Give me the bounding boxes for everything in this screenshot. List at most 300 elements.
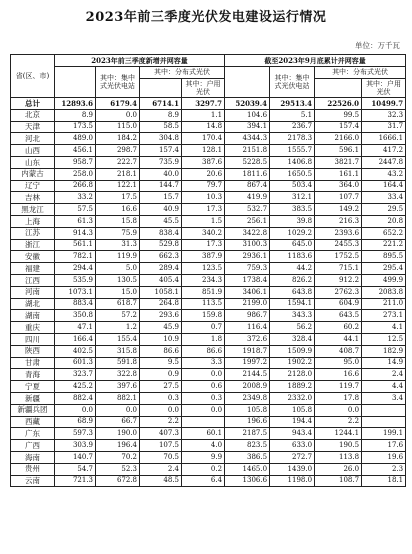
province-cell: 甘肃 — [11, 357, 55, 369]
value-cell: 157.4 — [315, 121, 362, 133]
province-cell: 宁夏 — [11, 381, 55, 393]
value-cell: 823.5 — [225, 440, 270, 452]
value-cell: 882.1 — [96, 392, 140, 404]
value-cell: 596.1 — [315, 145, 362, 157]
value-cell: 236.7 — [270, 121, 315, 133]
value-cell: 343.3 — [270, 310, 315, 322]
table-row — [11, 192, 406, 204]
value-cell: 57.2 — [96, 310, 140, 322]
cum-total-header — [225, 67, 270, 98]
value-cell: 32.3 — [362, 109, 406, 121]
value-cell: 1509.9 — [270, 345, 315, 357]
value-cell: 70.2 — [96, 451, 140, 463]
value-cell: 107.7 — [315, 192, 362, 204]
table-row — [11, 392, 406, 404]
value-cell: 8.9 — [55, 109, 96, 121]
value-cell: 2187.5 — [225, 428, 270, 440]
value-cell: 2762.3 — [315, 286, 362, 298]
value-cell: 196.6 — [225, 416, 270, 428]
value-cell: 45.5 — [140, 215, 182, 227]
value-cell: 503.4 — [270, 180, 315, 192]
province-cell: 江苏 — [11, 227, 55, 239]
value-cell: 95.0 — [315, 357, 362, 369]
value-cell: 1.1 — [182, 109, 225, 121]
value-cell: 272.7 — [270, 451, 315, 463]
value-cell: 4344.3 — [225, 133, 270, 145]
value-cell: 914.3 — [55, 227, 96, 239]
value-cell: 662.3 — [140, 251, 182, 263]
value-cell: 17.8 — [315, 392, 362, 404]
value-cell: 10.9 — [140, 333, 182, 345]
province-cell: 河北 — [11, 133, 55, 145]
province-cell: 天津 — [11, 121, 55, 133]
value-cell: 499.9 — [362, 274, 406, 286]
value-cell: 58.5 — [140, 121, 182, 133]
value-cell: 5.1 — [270, 109, 315, 121]
value-cell: 2199.0 — [225, 298, 270, 310]
value-cell: 66.7 — [96, 416, 140, 428]
value-cell: 323.7 — [55, 369, 96, 381]
value-cell: 1997.2 — [225, 357, 270, 369]
table-row — [11, 251, 406, 263]
value-cell: 2144.5 — [225, 369, 270, 381]
value-cell: 17.3 — [182, 239, 225, 251]
value-cell: 20.6 — [182, 168, 225, 180]
value-cell: 1406.8 — [270, 156, 315, 168]
value-cell: 405.4 — [140, 274, 182, 286]
cum-distributed-total-header — [315, 79, 362, 98]
value-cell: 943.4 — [270, 428, 315, 440]
page-title: 2023年前三季度光伏发电建设运行情况 — [85, 10, 327, 25]
value-cell: 105.8 — [270, 404, 315, 416]
value-cell: 604.9 — [315, 298, 362, 310]
value-cell: 196.4 — [96, 440, 140, 452]
value-cell: 149.2 — [315, 204, 362, 216]
value-cell: 29.5 — [362, 204, 406, 216]
value-cell: 633.0 — [270, 440, 315, 452]
value-cell: 9.5 — [140, 357, 182, 369]
value-cell: 75.9 — [96, 227, 140, 239]
value-cell: 3821.7 — [315, 156, 362, 168]
value-cell: 652.2 — [362, 227, 406, 239]
province-cell: 青海 — [11, 369, 55, 381]
value-cell: 2.2 — [315, 416, 362, 428]
table-row — [11, 451, 406, 463]
value-cell: 22526.0 — [315, 98, 362, 110]
value-cell: 161.1 — [315, 168, 362, 180]
value-cell: 273.1 — [362, 310, 406, 322]
value-cell: 0.6 — [182, 381, 225, 393]
value-cell: 456.1 — [55, 145, 96, 157]
value-cell: 12893.6 — [55, 98, 96, 110]
table-row — [11, 345, 406, 357]
value-cell: 838.4 — [140, 227, 182, 239]
table-row — [11, 168, 406, 180]
value-cell: 312.1 — [270, 192, 315, 204]
value-cell: 895.5 — [362, 251, 406, 263]
value-cell — [362, 416, 406, 428]
table-row — [11, 440, 406, 452]
value-cell: 16.6 — [96, 204, 140, 216]
value-cell: 1.5 — [182, 215, 225, 227]
value-cell: 529.8 — [140, 239, 182, 251]
table-row — [11, 381, 406, 393]
province-cell: 浙江 — [11, 239, 55, 251]
province-cell: 重庆 — [11, 322, 55, 334]
cum-distributed-header: 其中：分布式光伏 — [315, 67, 406, 79]
value-cell: 0.0 — [96, 404, 140, 416]
value-cell: 2455.3 — [315, 239, 362, 251]
value-cell: 1.8 — [182, 333, 225, 345]
value-cell: 0.0 — [96, 109, 140, 121]
value-cell: 173.5 — [55, 121, 96, 133]
value-cell: 164.4 — [362, 180, 406, 192]
value-cell: 2.2 — [140, 416, 182, 428]
value-cell: 16.6 — [315, 369, 362, 381]
value-cell: 986.7 — [225, 310, 270, 322]
value-cell: 340.2 — [182, 227, 225, 239]
value-cell: 643.5 — [315, 310, 362, 322]
value-cell: 1244.1 — [315, 428, 362, 440]
cum-household-header: 其中：户用光伏 — [362, 79, 406, 98]
value-cell: 47.1 — [55, 322, 96, 334]
value-cell: 39.8 — [270, 215, 315, 227]
value-cell: 40.0 — [140, 168, 182, 180]
value-cell: 48.5 — [140, 475, 182, 487]
value-cell: 2166.0 — [315, 133, 362, 145]
province-cell: 广西 — [11, 440, 55, 452]
value-cell: 383.5 — [270, 204, 315, 216]
value-cell: 1666.1 — [362, 133, 406, 145]
value-cell: 759.3 — [225, 263, 270, 275]
value-cell: 304.8 — [140, 133, 182, 145]
value-cell: 56.2 — [270, 322, 315, 334]
value-cell: 60.2 — [315, 322, 362, 334]
province-cell: 云南 — [11, 475, 55, 487]
value-cell: 234.3 — [182, 274, 225, 286]
province-cell: 湖南 — [11, 310, 55, 322]
value-cell: 115.0 — [96, 121, 140, 133]
value-cell: 170.4 — [182, 133, 225, 145]
value-cell: 402.5 — [55, 345, 96, 357]
table-row — [11, 463, 406, 475]
value-cell: 6179.4 — [96, 98, 140, 110]
value-cell: 561.1 — [55, 239, 96, 251]
value-cell: 591.8 — [96, 357, 140, 369]
value-cell: 5228.5 — [225, 156, 270, 168]
province-cell: 广东 — [11, 428, 55, 440]
value-cell: 157.4 — [140, 145, 182, 157]
value-cell: 1073.1 — [55, 286, 96, 298]
value-cell: 123.5 — [182, 263, 225, 275]
value-cell: 61.3 — [55, 215, 96, 227]
table-row — [11, 227, 406, 239]
value-cell: 851.9 — [182, 286, 225, 298]
province-cell: 陕西 — [11, 345, 55, 357]
value-cell: 417.2 — [362, 145, 406, 157]
value-cell: 0.3 — [182, 392, 225, 404]
value-cell: 190.5 — [315, 440, 362, 452]
province-cell: 湖北 — [11, 298, 55, 310]
table-row — [11, 322, 406, 334]
table-row — [11, 204, 406, 216]
value-cell: 113.8 — [315, 451, 362, 463]
table-row — [11, 357, 406, 369]
value-cell: 0.0 — [182, 404, 225, 416]
value-cell: 45.9 — [140, 322, 182, 334]
value-cell: 2332.0 — [270, 392, 315, 404]
value-cell: 18.1 — [362, 475, 406, 487]
cumulative-capacity-group-header: 截至2023年9月底累计并网容量 — [225, 55, 406, 67]
table-row — [11, 263, 406, 275]
value-cell: 2349.8 — [225, 392, 270, 404]
value-cell: 2.4 — [362, 369, 406, 381]
value-cell: 328.4 — [270, 333, 315, 345]
value-cell: 645.0 — [270, 239, 315, 251]
value-cell: 387.6 — [182, 156, 225, 168]
value-cell: 2.4 — [140, 463, 182, 475]
value-cell: 155.4 — [96, 333, 140, 345]
value-cell: 14.9 — [362, 357, 406, 369]
value-cell: 298.7 — [96, 145, 140, 157]
value-cell: 2447.8 — [362, 156, 406, 168]
value-cell: 15.8 — [96, 215, 140, 227]
value-cell: 1918.7 — [225, 345, 270, 357]
value-cell: 17.6 — [362, 440, 406, 452]
province-cell: 山西 — [11, 145, 55, 157]
value-cell: 407.3 — [140, 428, 182, 440]
table-row — [11, 416, 406, 428]
value-cell: 408.7 — [315, 345, 362, 357]
value-cell: 397.6 — [96, 381, 140, 393]
value-cell: 386.5 — [225, 451, 270, 463]
table-row — [11, 428, 406, 440]
value-cell: 44.1 — [315, 333, 362, 345]
value-cell: 2083.8 — [362, 286, 406, 298]
value-cell: 17.5 — [96, 192, 140, 204]
value-cell: 1465.0 — [225, 463, 270, 475]
new-distributed-total-header — [140, 79, 182, 98]
new-distributed-header: 其中：分布式光伏 — [140, 67, 225, 79]
new-household-header: 其中：户用光伏 — [182, 79, 225, 98]
value-cell: 2008.9 — [225, 381, 270, 393]
value-cell: 27.5 — [140, 381, 182, 393]
value-cell: 1198.0 — [270, 475, 315, 487]
province-cell: 总计 — [11, 98, 55, 110]
value-cell: 3422.8 — [225, 227, 270, 239]
value-cell: 2151.8 — [225, 145, 270, 157]
value-cell: 0.3 — [140, 392, 182, 404]
value-cell: 33.2 — [55, 192, 96, 204]
province-cell: 黑龙江 — [11, 204, 55, 216]
value-cell: 17.3 — [182, 204, 225, 216]
value-cell: 119.9 — [96, 251, 140, 263]
value-cell: 57.5 — [55, 204, 96, 216]
value-cell: 14.8 — [182, 121, 225, 133]
value-cell: 1306.6 — [225, 475, 270, 487]
province-cell: 新疆兵团 — [11, 404, 55, 416]
value-cell — [182, 416, 225, 428]
value-cell: 264.8 — [140, 298, 182, 310]
value-cell: 826.2 — [270, 274, 315, 286]
value-cell: 40.9 — [140, 204, 182, 216]
province-cell: 贵州 — [11, 463, 55, 475]
table-row — [11, 404, 406, 416]
table-row — [11, 156, 406, 168]
province-cell: 河南 — [11, 286, 55, 298]
value-cell: 1650.5 — [270, 168, 315, 180]
value-cell: 2.3 — [362, 463, 406, 475]
value-cell: 4.4 — [362, 381, 406, 393]
value-cell: 782.1 — [55, 251, 96, 263]
value-cell: 322.8 — [96, 369, 140, 381]
value-cell: 159.8 — [182, 310, 225, 322]
province-cell: 辽宁 — [11, 180, 55, 192]
value-cell: 44.2 — [270, 263, 315, 275]
value-cell: 1752.5 — [315, 251, 362, 263]
value-cell: 194.4 — [270, 416, 315, 428]
table-row — [11, 145, 406, 157]
value-cell: 258.0 — [55, 168, 96, 180]
value-cell: 99.5 — [315, 109, 362, 121]
value-cell: 1555.7 — [270, 145, 315, 157]
value-cell: 1738.4 — [225, 274, 270, 286]
value-cell: 315.8 — [96, 345, 140, 357]
value-cell: 130.5 — [96, 274, 140, 286]
value-cell: 3297.7 — [182, 98, 225, 110]
province-cell: 山东 — [11, 156, 55, 168]
value-cell: 113.5 — [182, 298, 225, 310]
value-cell: 883.4 — [55, 298, 96, 310]
value-cell: 597.3 — [55, 428, 96, 440]
value-cell: 4.1 — [362, 322, 406, 334]
unit-label: 单位：万千瓦 — [355, 41, 400, 50]
value-cell: 0.0 — [315, 404, 362, 416]
value-cell: 0.7 — [182, 322, 225, 334]
table-row — [11, 475, 406, 487]
new-capacity-group-header: 2023年前三季度新增并网容量 — [55, 55, 225, 67]
value-cell: 60.1 — [182, 428, 225, 440]
value-cell: 303.9 — [55, 440, 96, 452]
province-cell: 北京 — [11, 109, 55, 121]
value-cell: 0.0 — [182, 369, 225, 381]
value-cell: 867.4 — [225, 180, 270, 192]
value-cell: 2128.0 — [270, 369, 315, 381]
table-row — [11, 274, 406, 286]
value-cell: 10499.7 — [362, 98, 406, 110]
value-cell: 31.7 — [362, 121, 406, 133]
value-cell: 419.9 — [225, 192, 270, 204]
value-cell: 122.1 — [96, 180, 140, 192]
value-cell: 958.7 — [55, 156, 96, 168]
value-cell: 15.7 — [140, 192, 182, 204]
value-cell: 6714.1 — [140, 98, 182, 110]
table-row — [11, 298, 406, 310]
value-cell: 119.7 — [315, 381, 362, 393]
value-cell: 1058.1 — [140, 286, 182, 298]
value-cell: 222.7 — [96, 156, 140, 168]
value-cell: 2936.1 — [225, 251, 270, 263]
value-cell: 104.6 — [225, 109, 270, 121]
province-cell: 西藏 — [11, 416, 55, 428]
value-cell: 489.0 — [55, 133, 96, 145]
table-row — [11, 121, 406, 133]
value-cell: 3406.1 — [225, 286, 270, 298]
province-cell: 海南 — [11, 451, 55, 463]
value-cell: 1439.0 — [270, 463, 315, 475]
value-cell: 394.1 — [225, 121, 270, 133]
value-cell: 4.0 — [182, 440, 225, 452]
value-cell: 2393.6 — [315, 227, 362, 239]
value-cell: 144.7 — [140, 180, 182, 192]
value-cell: 532.7 — [225, 204, 270, 216]
value-cell: 107.5 — [140, 440, 182, 452]
value-cell: 54.7 — [55, 463, 96, 475]
value-cell: 199.1 — [362, 428, 406, 440]
table-row — [11, 215, 406, 227]
value-cell: 116.4 — [225, 322, 270, 334]
value-cell: 0.9 — [140, 369, 182, 381]
value-cell: 218.1 — [96, 168, 140, 180]
value-cell: 1029.2 — [270, 227, 315, 239]
value-cell: 3.3 — [182, 357, 225, 369]
value-cell: 216.3 — [315, 215, 362, 227]
value-cell: 912.2 — [315, 274, 362, 286]
value-cell: 12.5 — [362, 333, 406, 345]
new-total-header — [55, 67, 96, 98]
value-cell: 108.7 — [315, 475, 362, 487]
value-cell: 5.0 — [96, 263, 140, 275]
value-cell: 128.1 — [182, 145, 225, 157]
value-cell: 295.4 — [362, 263, 406, 275]
value-cell: 33.4 — [362, 192, 406, 204]
value-cell: 79.7 — [182, 180, 225, 192]
value-cell: 184.2 — [96, 133, 140, 145]
value-cell: 735.9 — [140, 156, 182, 168]
value-cell: 15.0 — [96, 286, 140, 298]
value-cell: 715.1 — [315, 263, 362, 275]
value-cell: 105.8 — [225, 404, 270, 416]
table-row — [11, 133, 406, 145]
table-row — [11, 310, 406, 322]
value-cell: 70.5 — [140, 451, 182, 463]
value-cell: 221.2 — [362, 239, 406, 251]
value-cell: 86.6 — [140, 345, 182, 357]
value-cell: 140.7 — [55, 451, 96, 463]
table-row — [11, 286, 406, 298]
value-cell: 364.0 — [315, 180, 362, 192]
table-row — [11, 109, 406, 121]
value-cell: 618.7 — [96, 298, 140, 310]
province-cell: 安徽 — [11, 251, 55, 263]
cum-centralized-header: 其中：集中式光伏电站 — [270, 67, 315, 98]
new-centralized-header: 其中：集中式光伏电站 — [96, 67, 140, 98]
value-cell: 68.9 — [55, 416, 96, 428]
value-cell: 256.1 — [225, 215, 270, 227]
value-cell: 211.0 — [362, 298, 406, 310]
value-cell: 535.9 — [55, 274, 96, 286]
value-cell: 31.3 — [96, 239, 140, 251]
value-cell: 182.9 — [362, 345, 406, 357]
value-cell: 1594.1 — [270, 298, 315, 310]
value-cell: 601.3 — [55, 357, 96, 369]
value-cell: 26.0 — [315, 463, 362, 475]
table-row — [11, 333, 406, 345]
value-cell: 372.6 — [225, 333, 270, 345]
value-cell: 29513.4 — [270, 98, 315, 110]
value-cell: 643.8 — [270, 286, 315, 298]
province-cell: 吉林 — [11, 192, 55, 204]
